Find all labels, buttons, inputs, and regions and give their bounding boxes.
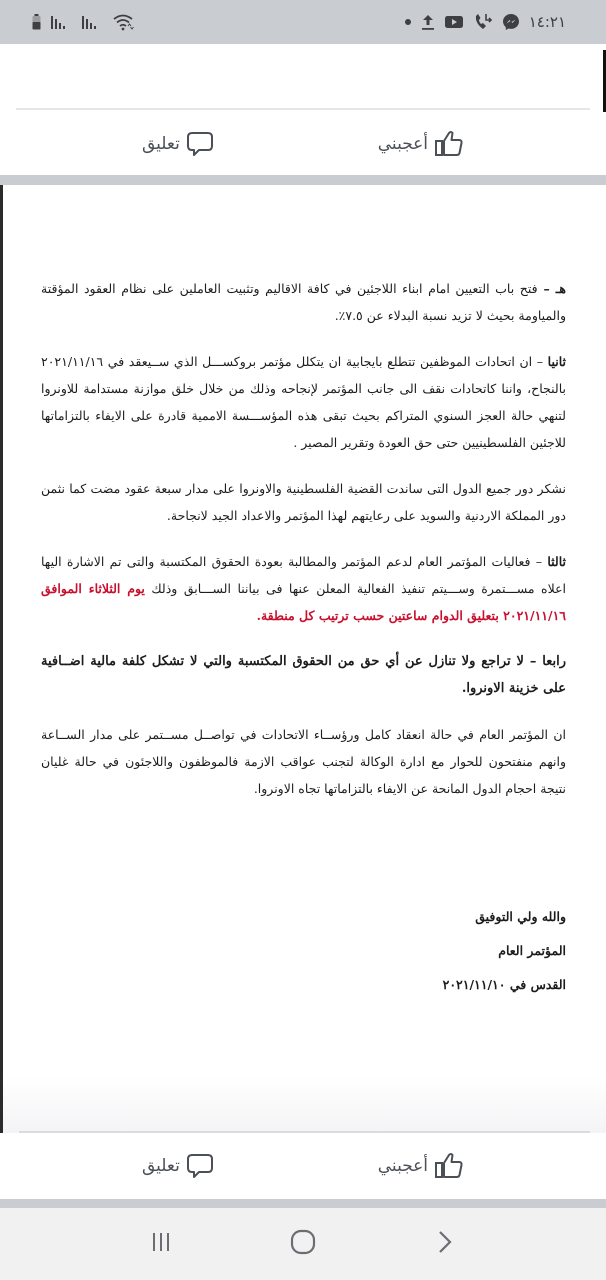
status-bar-left [32, 13, 134, 31]
paragraph-third [41, 548, 566, 629]
youtube-icon [444, 14, 464, 30]
divider [16, 108, 590, 110]
paragraph-second-lead: ثانيا [547, 354, 566, 369]
wifi-icon [112, 13, 134, 31]
like-button[interactable] [378, 1152, 464, 1180]
paragraph-fifth: ان المؤتمر العام في حالة انعقاد كامل ورؤســاء الاتحادات في تواصــل مســتمر على مدار الســاعة وانهم منفتحون للحوار مع ادارة الوكالة لتجنب عواقب الازمة فالموظفون واللاجئون في حالة غليان نتيجة احجام الدول المانحة عن الايفاء بالتزاماتها تجاه الاونروا. [41, 727, 566, 796]
post-actions-bottom [0, 1138, 606, 1194]
previous-post-footer [0, 44, 606, 175]
status-time: ١٤:٢١ [528, 13, 566, 31]
paragraph-second [41, 348, 566, 456]
paragraph-third-text: – فعاليات المؤتمر العام لدعم المؤتمر والمطالبة بعودة الحقوق المكتسبة والتى تم الاشارة اليها اعلاه مســـتمرة وســـيتم تنفيذ الفعالية المعلن عنها فى بياننا الســـابق وذلك [41, 554, 567, 596]
post-actions-top [0, 116, 606, 172]
home-button[interactable] [273, 1219, 333, 1269]
paragraph-thanks: نشكر دور جميع الدول التى ساندت القضية الفلسطينية والاونروا على مدار سبعة عقود مضت كما نثمن دور المملكة الاردنية والسويد على رعايتهم لهذا المؤتمر والاعداد الجيد لانجاحة. [41, 481, 566, 523]
signoff-line-3: القدس في ٢٠٢١/١١/١٠ [442, 977, 566, 992]
recent-apps-button[interactable] [131, 1219, 191, 1269]
dot-icon [404, 18, 412, 26]
paragraph-he-text: فتح باب التعيين امام ابناء اللاجئين في كافة الاقاليم وتثبيت العاملين على نظام العقود المؤقتة والمياومة بحيث لا تزيد نسبة البدلاء عن ٧.٥٪. [41, 281, 566, 323]
signoff [443, 900, 566, 1002]
like-label: أعجبني [377, 1156, 429, 1176]
comment-label: تعليق [141, 1156, 180, 1176]
comment-button[interactable] [142, 130, 214, 158]
signal-icon [81, 14, 103, 30]
battery-icon [32, 14, 41, 30]
paragraph-second-text: – ان اتحادات الموظفين تتطلع بايجابية ان يتكلل مؤتمر بروكســـل الذي ســيعقد في ٢٠٢١/١١/١٦ بالنجاح، واننا كاتحادات نقف الى جانب المؤتمر لإنجاحه وذلك من خلال خلق موازنة مستدامة للاونروا لتنهي حالة العجز السنوي المتراكم بحيث تبقى هذه المؤســـسة الاممية قادرة على الايفاء بالتزاماتها للاجئين الفلسطينيين حتى حق العودة وتقرير المصير . [41, 354, 566, 450]
paragraph-he [41, 275, 566, 329]
home-icon [290, 1229, 316, 1259]
like-icon [434, 130, 464, 158]
upload-icon [421, 13, 435, 31]
status-bar [0, 0, 606, 44]
signoff-line-2: المؤتمر العام [498, 943, 566, 958]
signal-icon [50, 14, 72, 30]
like-icon [434, 1152, 464, 1180]
divider [19, 1131, 590, 1133]
back-button[interactable] [415, 1219, 475, 1269]
comment-button[interactable] [142, 1152, 214, 1180]
paragraph-fourth: رابعا – لا تراجع ولا تنازل عن أي حق من الحقوق المكتسبة والتي لا تشكل كلفة مالية اضــافية على خزينة الاونروا. [41, 654, 566, 696]
post-separator [0, 175, 606, 185]
comment-icon [186, 1152, 214, 1180]
document-body [41, 275, 566, 821]
comment-label: تعليق [141, 134, 180, 154]
comment-icon [186, 130, 214, 158]
like-label: أعجبني [377, 134, 429, 154]
paragraph-he-lead: هـ – [537, 281, 566, 296]
recent-apps-icon [149, 1230, 173, 1258]
post-image-document[interactable] [0, 185, 606, 1133]
signoff-line-1: والله ولي التوفيق [475, 909, 566, 924]
messenger-icon [502, 13, 520, 31]
like-button[interactable] [378, 130, 464, 158]
paragraph-third-lead: ثالثا [547, 554, 566, 569]
chevron-right-icon [436, 1229, 454, 1259]
paragraph-third-highlight: يوم الثلاثاء الموافق ٢٠٢١/١١/١٦ بتعليق الدوام ساعتين حسب ترتيب كل منطقة. [41, 581, 566, 623]
system-nav-bar [0, 1208, 606, 1280]
call-forward-icon [473, 13, 493, 31]
status-bar-right [404, 13, 566, 31]
